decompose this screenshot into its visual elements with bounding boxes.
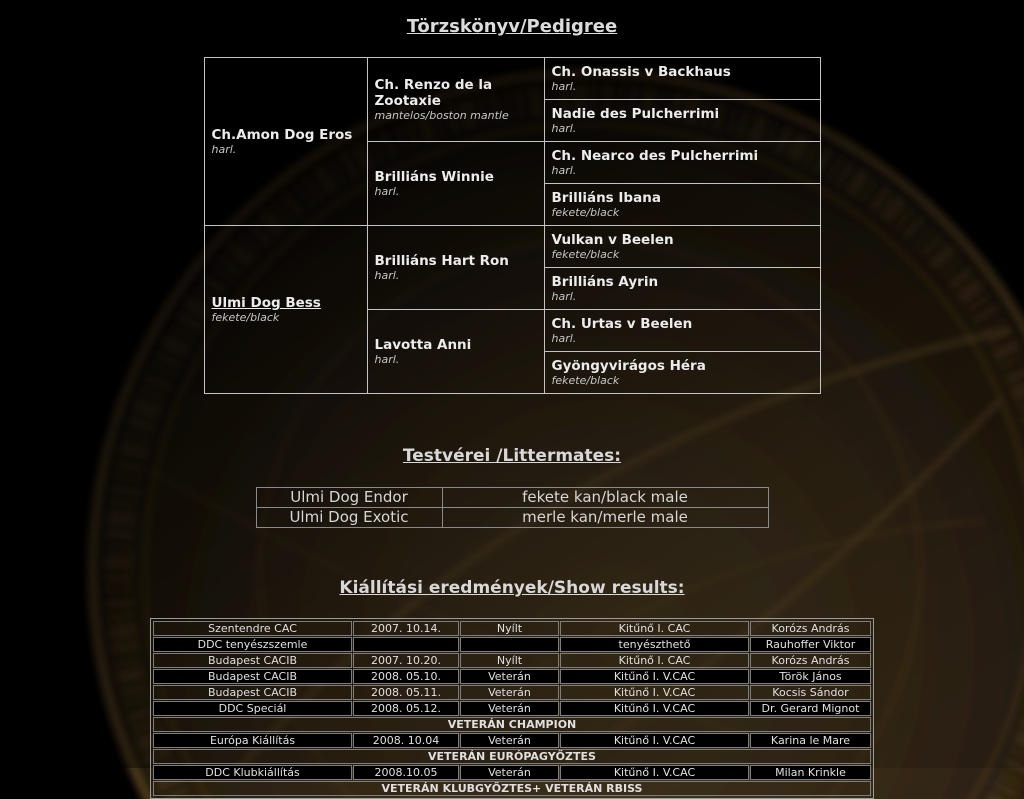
table-row xyxy=(153,685,871,700)
dog-color: harl. xyxy=(551,332,577,345)
table-row xyxy=(256,508,768,528)
result-judge: Milan Krinkle xyxy=(750,765,871,780)
show-results-heading: Kiállítási eredmények/Show results: xyxy=(339,578,685,598)
result-event: DDC tenyészszemle xyxy=(153,637,352,652)
pedigree-cell-ggp-7 xyxy=(544,310,820,352)
result-judge: Rauhoffer Viktor xyxy=(750,637,871,652)
result-date: 2007. 10.20. xyxy=(353,653,459,668)
littermates-heading: Testvérei /Littermates: xyxy=(402,446,622,466)
table-row xyxy=(153,749,871,764)
page-title: Törzskönyv/Pedigree xyxy=(406,16,618,37)
result-grade: Kitűnő I. V.CAC xyxy=(560,765,749,780)
result-section-title: VETERÁN EURÓPAGYŐZTES xyxy=(153,749,871,764)
dog-color: fekete/black xyxy=(211,311,280,324)
dog-name: Brilliáns Hart Ron xyxy=(374,253,509,269)
result-grade: Kitűnő I. V.CAC xyxy=(560,733,749,748)
littermate-color: fekete kan/black male xyxy=(442,488,768,508)
result-grade: Kitűnő I. V.CAC xyxy=(560,685,749,700)
dog-name: Nadie des Pulcherrimi xyxy=(551,106,720,122)
dog-name: Gyöngyvirágos Héra xyxy=(551,358,706,374)
dog-color: harl. xyxy=(374,185,400,198)
pedigree-table xyxy=(204,57,821,394)
dog-color: mantelos/boston mantle xyxy=(374,109,509,122)
result-date: 2008. 10.04 xyxy=(353,733,459,748)
result-judge: Korózs András xyxy=(750,621,871,636)
result-judge: Karina le Mare xyxy=(750,733,871,748)
pedigree-cell-granddam-2 xyxy=(367,310,544,394)
pedigree-cell-grandsire-1 xyxy=(367,58,544,142)
result-class: Veterán xyxy=(460,685,559,700)
table-row xyxy=(153,669,871,684)
dog-name: Ch. Onassis v Backhaus xyxy=(551,64,731,80)
pedigree-cell-ggp-5 xyxy=(544,226,820,268)
dog-color: fekete/black xyxy=(551,374,620,387)
show-results-table xyxy=(150,618,874,799)
table-row xyxy=(153,637,871,652)
table-row xyxy=(153,765,871,780)
pedigree-cell-grandsire-2 xyxy=(367,226,544,310)
result-judge: Török János xyxy=(750,669,871,684)
pedigree-cell-ggp-2 xyxy=(544,100,820,142)
result-grade: Kitűnő I. V.CAC xyxy=(560,669,749,684)
dog-name: Brilliáns Ayrin xyxy=(551,274,659,290)
result-date: 2007. 10.14. xyxy=(353,621,459,636)
pedigree-page xyxy=(0,16,1024,799)
result-event: Európa Kiállítás xyxy=(153,733,352,748)
result-grade: Kitűnő I. CAC xyxy=(560,621,749,636)
result-class: Veterán xyxy=(460,701,559,716)
dog-name: Brilliáns Winnie xyxy=(374,169,494,185)
pedigree-cell-granddam-1 xyxy=(367,142,544,226)
result-grade: Kitűnő I. CAC xyxy=(560,653,749,668)
dog-name: Brilliáns Ibana xyxy=(551,190,661,206)
pedigree-cell-sire xyxy=(204,58,367,226)
dog-color: harl. xyxy=(551,290,577,303)
result-judge: Kocsis Sándor xyxy=(750,685,871,700)
pedigree-cell-ggp-6 xyxy=(544,268,820,310)
table-row xyxy=(204,58,820,100)
table-row xyxy=(153,781,871,796)
dog-color: harl. xyxy=(374,269,400,282)
littermate-name: Ulmi Dog Exotic xyxy=(256,508,442,528)
dog-color: harl. xyxy=(551,164,577,177)
result-event: Szentendre CAC xyxy=(153,621,352,636)
pedigree-cell-ggp-8 xyxy=(544,352,820,394)
table-row xyxy=(153,717,871,732)
table-row xyxy=(204,226,820,268)
result-class: Veterán xyxy=(460,765,559,780)
dog-name: Lavotta Anni xyxy=(374,337,472,353)
dog-name: Ch. Renzo de la Zootaxie xyxy=(374,77,493,109)
dog-name: Vulkan v Beelen xyxy=(551,232,674,248)
result-class: Nyílt xyxy=(460,621,559,636)
result-class: Veterán xyxy=(460,669,559,684)
result-section-title: VETERÁN CHAMPION xyxy=(153,717,871,732)
dog-color: harl. xyxy=(374,353,400,366)
pedigree-cell-ggp-3 xyxy=(544,142,820,184)
table-row xyxy=(153,733,871,748)
littermate-color: merle kan/merle male xyxy=(442,508,768,528)
table-row xyxy=(153,653,871,668)
pedigree-cell-ggp-1 xyxy=(544,58,820,100)
dog-color: fekete/black xyxy=(551,206,620,219)
result-judge: Dr. Gerard Mignot xyxy=(750,701,871,716)
dog-color: harl. xyxy=(551,122,577,135)
result-event: Budapest CACIB xyxy=(153,685,352,700)
pedigree-cell-dam xyxy=(204,226,367,394)
result-class xyxy=(460,637,559,652)
result-event: DDC Klubkiállítás xyxy=(153,765,352,780)
result-judge: Korózs András xyxy=(750,653,871,668)
littermate-name: Ulmi Dog Endor xyxy=(256,488,442,508)
result-event: DDC Speciál xyxy=(153,701,352,716)
dog-color: fekete/black xyxy=(551,248,620,261)
result-date xyxy=(353,637,459,652)
result-grade: tenyészthető xyxy=(560,637,749,652)
result-class: Veterán xyxy=(460,733,559,748)
dog-name: Ch. Nearco des Pulcherrimi xyxy=(551,148,759,164)
pedigree-cell-ggp-4 xyxy=(544,184,820,226)
result-class: Nyílt xyxy=(460,653,559,668)
dam-link[interactable]: Ulmi Dog Bess xyxy=(211,295,321,311)
result-event: Budapest CACIB xyxy=(153,653,352,668)
dog-color: harl. xyxy=(551,80,577,93)
result-grade: Kitűnő I. V.CAC xyxy=(560,701,749,716)
result-date: 2008. 05.12. xyxy=(353,701,459,716)
dog-color: harl. xyxy=(211,143,237,156)
result-date: 2008.10.05 xyxy=(353,765,459,780)
dog-name: Ch.Amon Dog Eros xyxy=(211,127,353,143)
table-row xyxy=(153,701,871,716)
table-row xyxy=(256,488,768,508)
result-event: Budapest CACIB xyxy=(153,669,352,684)
result-date: 2008. 05.11. xyxy=(353,685,459,700)
table-row xyxy=(153,621,871,636)
littermates-table xyxy=(256,487,769,528)
dog-name: Ch. Urtas v Beelen xyxy=(551,316,693,332)
result-section-title: VETERÁN KLUBGYŐZTES+ VETERÁN RBISS xyxy=(153,781,871,796)
result-date: 2008. 05.10. xyxy=(353,669,459,684)
